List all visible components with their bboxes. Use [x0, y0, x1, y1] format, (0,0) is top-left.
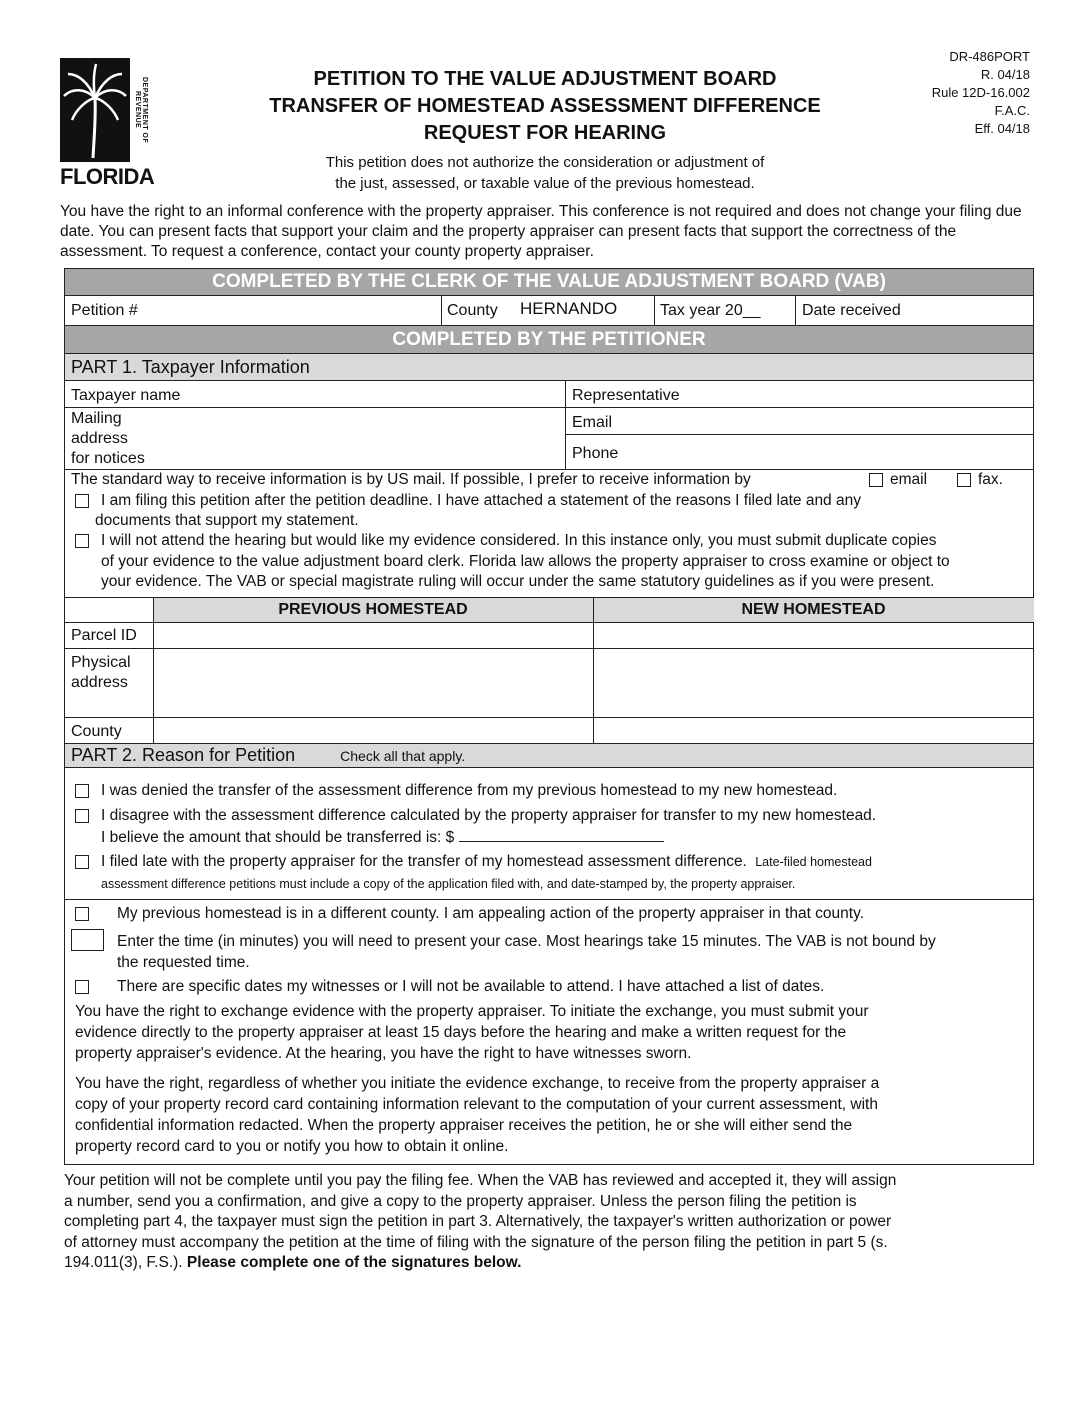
taxpayer-name-label: Taxpayer name: [71, 387, 181, 404]
county-label: County: [447, 302, 498, 319]
logo-wordmark: FLORIDA: [60, 164, 155, 189]
physical-label-line-1: Physical: [71, 654, 131, 671]
reason-denied-checkbox[interactable]: [75, 784, 89, 798]
reason-denied-text: I was denied the transfer of the assessment difference from my previous homestead to my new homestead.: [101, 782, 838, 799]
clerk-banner: COMPLETED BY THE CLERK OF THE VALUE ADJUSTMENT BOARD (VAB): [65, 269, 1033, 295]
date-received-label: Date received: [802, 302, 901, 319]
intro-paragraph: You have the right to an informal conference with the property appraiser. This conference is not required and does not change your filing due date. You can present facts that support your claim and the property appraiser can present facts that support the correctness of the assessment. To request a conference, contact your county property appraiser.: [60, 203, 1022, 260]
email-pref-checkbox[interactable]: [869, 473, 883, 487]
time-line-2: the requested time.: [117, 954, 250, 971]
time-line-1: Enter the time (in minutes) you will need to present your case. Most hearings take 15 minutes. The VAB is not bound by: [117, 933, 936, 950]
footer-bold-instruction: Please complete one of the signatures below.: [186, 1254, 522, 1271]
specific-dates-text: There are specific dates my witnesses or I will not be available to attend. I have attached a list of dates.: [117, 978, 825, 995]
footer-line-5: [64, 1253, 1039, 1274]
previous-homestead-header: PREVIOUS HOMESTEAD: [278, 601, 468, 618]
different-county-text: My previous homestead is in a different county. I am appealing action of the property appraiser in that county.: [117, 905, 865, 922]
reason-disagree-line-1: I disagree with the assessment difference calculated by the property appraiser for transfer to my new homestead.: [101, 807, 877, 824]
footer-line-4: of attorney must accompany the petition at the time of filing with the signature of the person filing the petition in part 5 (s.: [64, 1233, 888, 1251]
reason-late-line: [101, 852, 872, 873]
petitioner-banner: COMPLETED BY THE PETITIONER: [65, 326, 1033, 353]
physical-label-line-2: address: [71, 674, 128, 691]
county-value[interactable]: HERNANDO: [520, 299, 618, 318]
fax-pref-label: fax.: [978, 471, 1003, 488]
physical-address-label: [71, 653, 131, 693]
mailing-address-label: [71, 409, 145, 469]
record-card-line-2: copy of your property record card containing information relevant to the computation of your current assessment, with: [75, 1096, 878, 1113]
reason-disagree-checkbox[interactable]: [75, 809, 89, 823]
form-title: [200, 66, 890, 147]
not-attend-checkbox[interactable]: [75, 534, 89, 548]
petition-number-label: Petition #: [71, 302, 138, 319]
logo-dept-text: DEPARTMENT OF REVENUE: [134, 76, 148, 144]
mailing-label-line-3: for notices: [71, 450, 145, 467]
amount-prompt: I believe the amount that should be transferred is: $: [101, 829, 455, 846]
reason-disagree-line-2: [101, 827, 664, 849]
subtitle-line-2: the just, assessed, or taxable value of the previous homestead.: [335, 175, 755, 192]
not-attend-line-2: of your evidence to the value adjustment board clerk. Florida law allows the property appraiser to cross examine or object to: [101, 553, 950, 570]
county-row-label: County: [71, 723, 122, 740]
palm-tree-icon: [60, 58, 130, 162]
footer-citation: 194.011(3), F.S.).: [64, 1254, 183, 1271]
part2-note: Check all that apply.: [340, 748, 466, 764]
footer-line-2: a number, send you a confirmation, and give a copy to the property appraiser. Unless the person filing the petition is: [64, 1192, 857, 1210]
different-county-checkbox[interactable]: [75, 907, 89, 921]
late-filing-line-2: documents that support my statement.: [95, 512, 359, 529]
tax-year-label[interactable]: Tax year 20__: [660, 302, 761, 319]
phone-label: Phone: [572, 445, 619, 462]
amount-field[interactable]: [459, 827, 664, 842]
footer-paragraph: [64, 1171, 1039, 1274]
time-minutes-box[interactable]: [71, 929, 104, 951]
reason-late-text: I filed late with the property appraiser for the transfer of my homestead assessment difference.: [101, 853, 747, 870]
form-subtitle: [260, 152, 830, 194]
subtitle-line-1: This petition does not authorize the consideration or adjustment of: [325, 154, 765, 171]
petition-form: [64, 268, 1034, 1165]
form-effective: Eff. 04/18: [974, 121, 1030, 136]
fax-pref-checkbox[interactable]: [957, 473, 971, 487]
exchange-line-2: evidence directly to the property appraiser at least 15 days before the hearing and make a written request for the: [75, 1024, 847, 1041]
late-filing-checkbox[interactable]: [75, 494, 89, 508]
late-filing-line-1: I am filing this petition after the petition deadline. I have attached a statement of the reasons I filed late and any: [101, 492, 861, 509]
email-pref-label: email: [890, 471, 928, 488]
mailing-label-line-1: Mailing: [71, 410, 122, 427]
standard-way-text: The standard way to receive information is by US mail. If possible, I prefer to receive information by: [71, 471, 751, 488]
title-line-2: TRANSFER OF HOMESTEAD ASSESSMENT DIFFERENCE: [269, 95, 821, 117]
reason-late-note-a: Late-filed homestead: [755, 855, 872, 869]
email-label: Email: [572, 414, 613, 431]
footer-line-3: completing part 4, the taxpayer must sign the petition in part 3. Alternatively, the taxpayer's written authorization or power: [64, 1213, 892, 1230]
exchange-line-3: property appraiser's evidence. At the hearing, you have the right to have witnesses sworn.: [75, 1045, 692, 1062]
form-number: DR-486PORT: [949, 49, 1030, 64]
record-card-line-1: You have the right, regardless of whether you initiate the evidence exchange, to receive from the property appraiser a: [75, 1075, 880, 1092]
florida-dor-logo: [60, 58, 154, 192]
not-attend-line-1: I will not attend the hearing but would like my evidence considered. In this instance only, you must submit duplicate copies: [101, 532, 937, 549]
form-id: [932, 48, 1030, 138]
title-line-1: PETITION TO THE VALUE ADJUSTMENT BOARD: [313, 68, 777, 90]
new-homestead-header: NEW HOMESTEAD: [741, 601, 886, 618]
form-rule: Rule 12D-16.002: [931, 85, 1030, 100]
not-attend-line-3: your evidence. The VAB or special magistrate ruling will occur under the same statutory guidelines as if you were present.: [101, 573, 935, 590]
reason-late-checkbox[interactable]: [75, 855, 89, 869]
reason-late-note-b: assessment difference petitions must include a copy of the application filed with, and date-stamped by, the property appraiser.: [101, 877, 796, 891]
mailing-label-line-2: address: [71, 430, 128, 447]
specific-dates-checkbox[interactable]: [75, 980, 89, 994]
record-card-line-4: property record card to you or notify you how to obtain it online.: [75, 1138, 509, 1155]
parcel-id-label: Parcel ID: [71, 627, 137, 644]
form-fac: F.A.C.: [994, 103, 1030, 118]
part2-heading: [65, 744, 1033, 767]
part1-heading: PART 1. Taxpayer Information: [65, 354, 1033, 380]
representative-label: Representative: [572, 387, 680, 404]
exchange-line-1: You have the right to exchange evidence with the property appraiser. To initiate the exchange, you must submit your: [75, 1003, 869, 1020]
form-revision: R. 04/18: [980, 67, 1030, 82]
record-card-line-3: confidential information redacted. When the property appraiser receives the petition, he or she will either send the: [75, 1117, 853, 1134]
footer-line-1: Your petition will not be complete until you pay the filing fee. When the VAB has reviewed and accepted it, they will assign: [64, 1172, 897, 1189]
title-line-3: REQUEST FOR HEARING: [423, 122, 667, 144]
part2-title: PART 2. Reason for Petition: [71, 745, 296, 765]
